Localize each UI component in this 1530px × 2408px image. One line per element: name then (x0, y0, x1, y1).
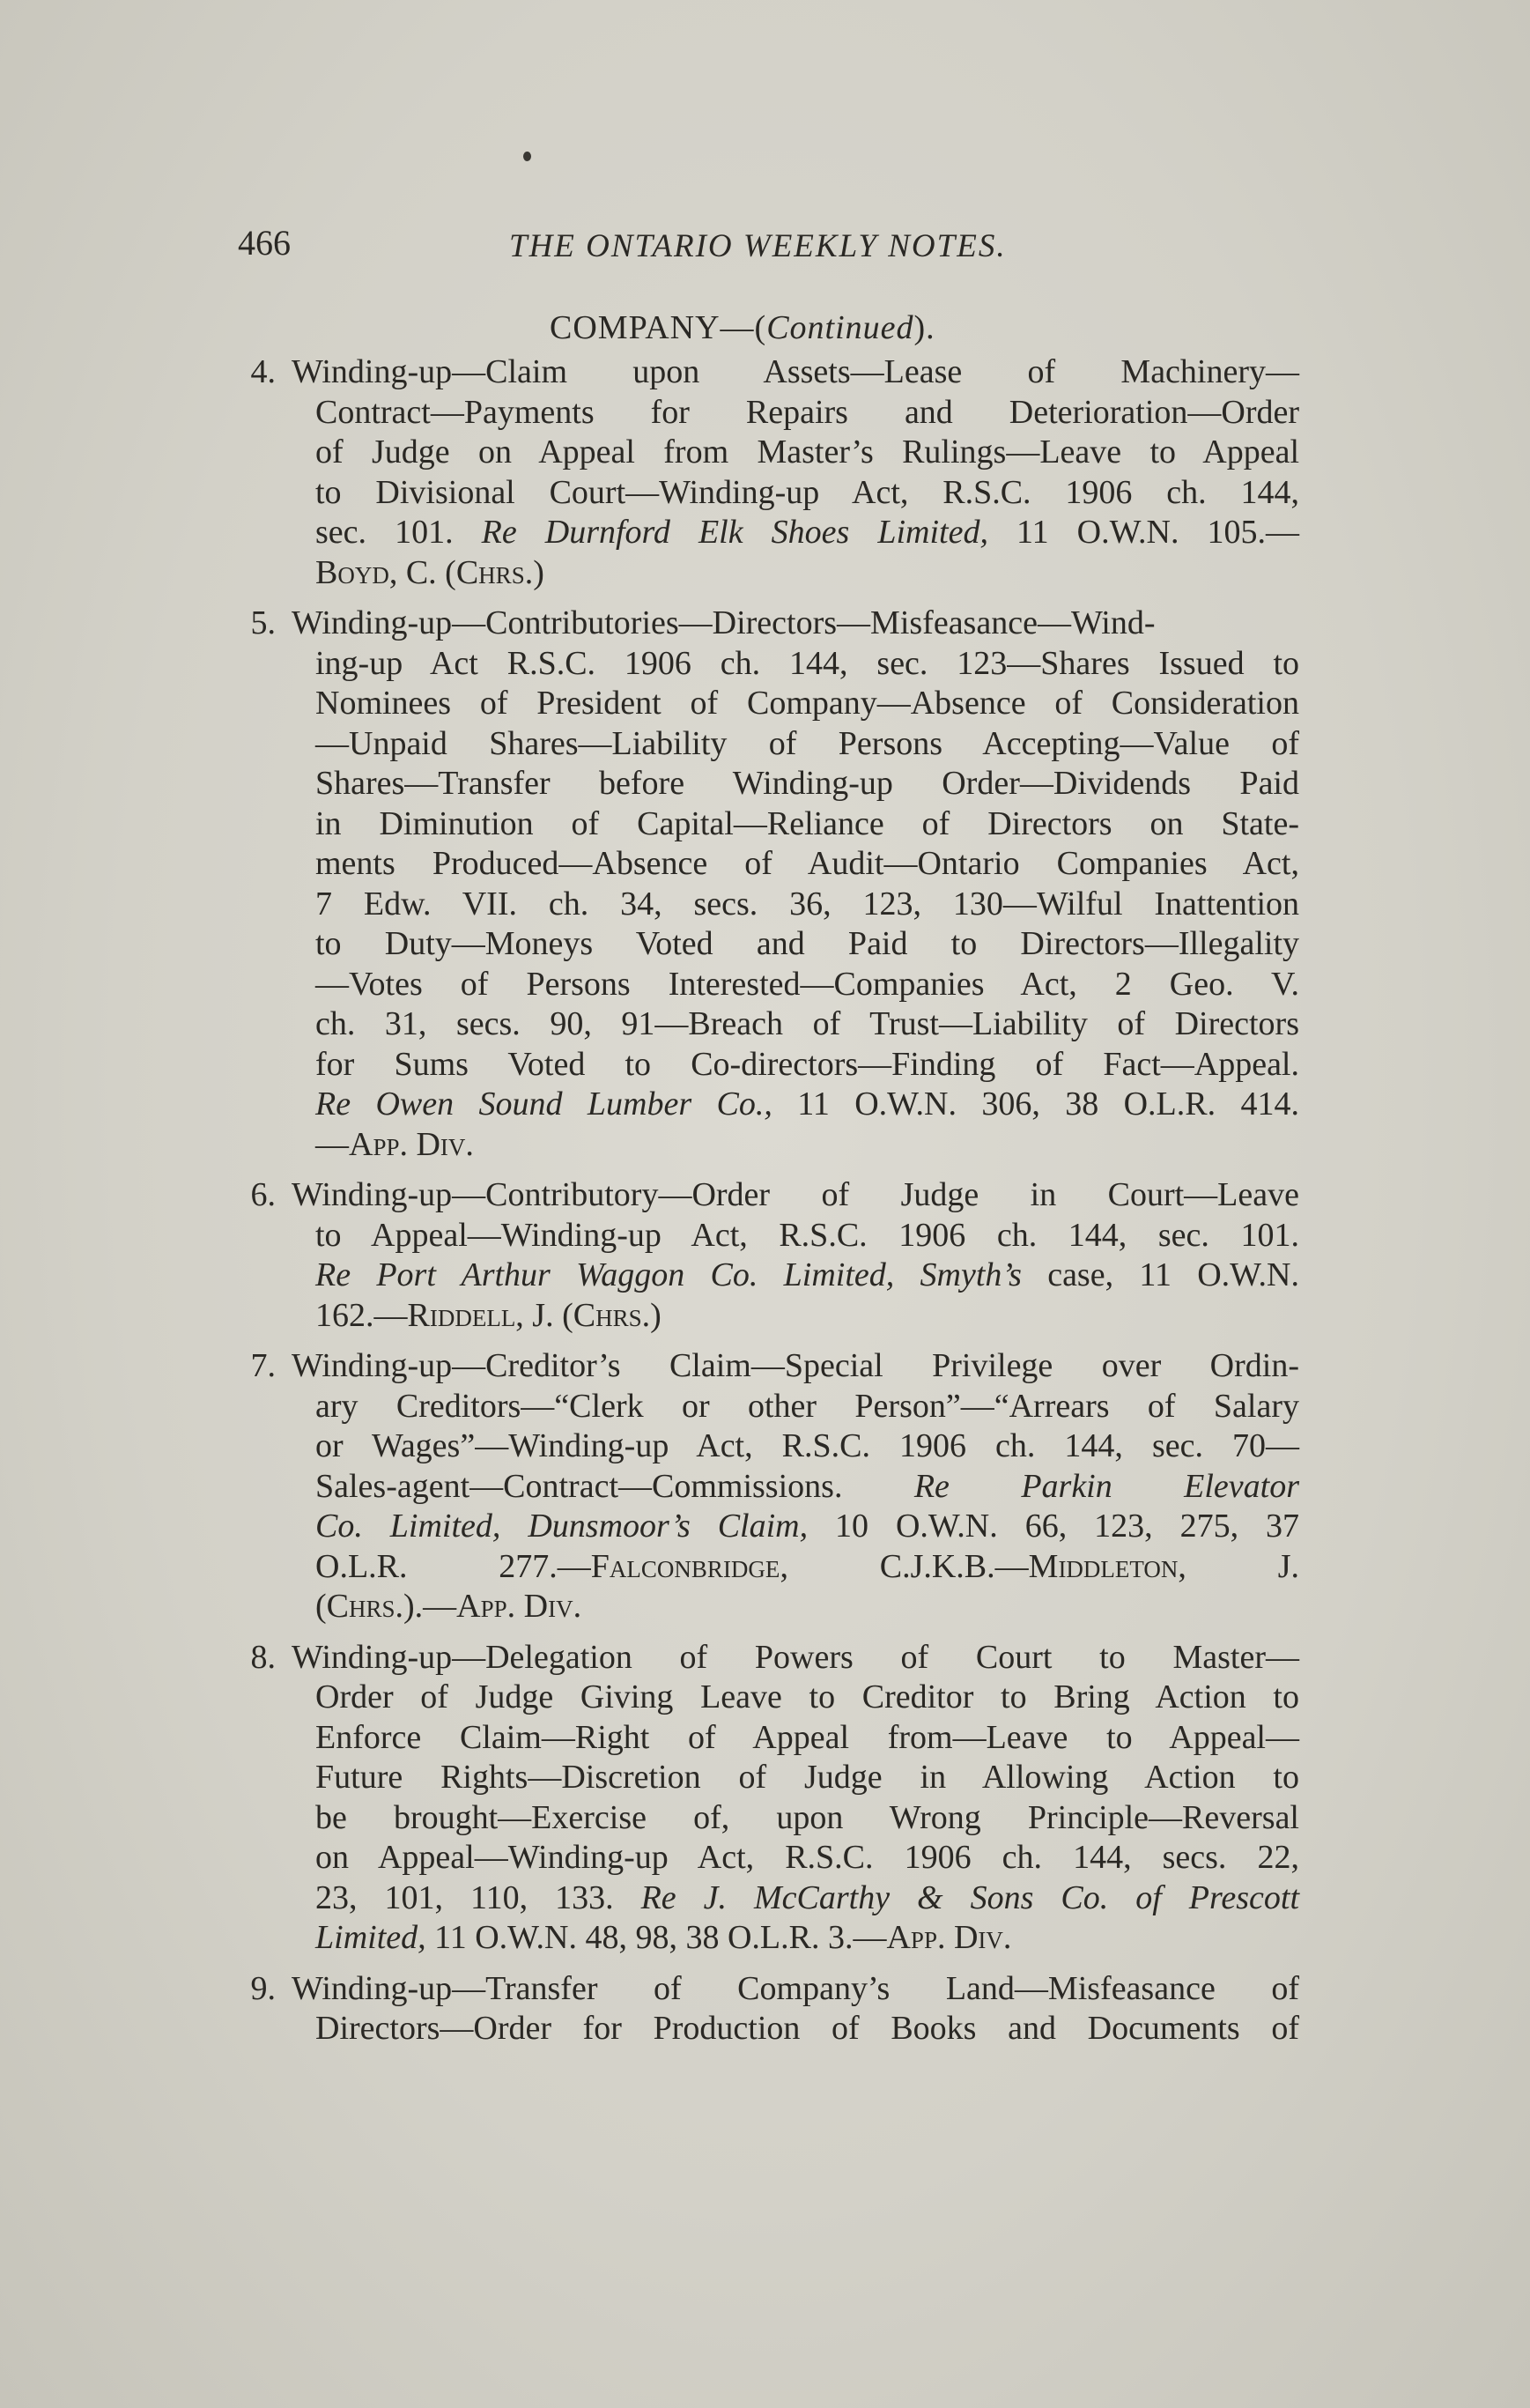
page-number: 466 (238, 223, 291, 263)
entry-line: Re Owen Sound Lumber Co., 11 O.W.N. 306, 38 O.L.R. 414. (315, 1085, 1299, 1122)
entry-line: —Unpaid Shares—Liability of Persons Accepting—Value of (315, 724, 1299, 762)
entry-number: 8. (250, 1638, 276, 1676)
entry-line: Limited, 11 O.W.N. 48, 98, 38 O.L.R. 3.—App. Div. (315, 1919, 1012, 1956)
entry-line: Co. Limited, Dunsmoor’s Claim, 10 O.W.N. 66, 123, 275, 37 (315, 1508, 1300, 1545)
digest-entry-5 (225, 604, 1299, 1165)
case-name: Re Parkin Elevator (913, 1467, 1299, 1505)
entry-line: 23, 101, 110, 133. Re J. McCarthy & Sons Co. of Prescott (315, 1878, 1299, 1916)
entry-line: ments Produced—Absence of Audit—Ontario Companies Act, (315, 845, 1299, 882)
entry-line: ary Creditors—“Clerk or other Person”—“Arrears of Salary (315, 1387, 1299, 1425)
entry-line: Contract—Payments for Repairs and Deterioration—Order (315, 393, 1299, 431)
digest-entry-9 (225, 1969, 1299, 2049)
judge-name: App. Div. (886, 1919, 1012, 1956)
entry-line: Winding-up—Contributories—Directors—Misfeasance—Wind- (292, 604, 1156, 641)
entry-line: Winding-up—Transfer of Company’s Land—Misfeasance of (292, 1969, 1299, 2007)
judge-name: —App. Div. (315, 1125, 474, 1163)
digest-entry-6 (225, 1175, 1299, 1336)
case-name: Re Owen Sound Lumber Co., (315, 1085, 772, 1122)
entry-line: Winding-up—Claim upon Assets—Lease of Machinery— (292, 353, 1299, 390)
entry-line: 162.—Riddell, J. (Chrs.) (315, 1296, 662, 1334)
case-name: Limited, (315, 1919, 426, 1956)
entry-line: Winding-up—Delegation of Powers of Court to Master— (292, 1638, 1299, 1676)
entry-line: of Judge on Appeal from Master’s Rulings—Leave to Appeal (315, 433, 1299, 470)
entry-line: O.L.R. 277.—Falconbridge, C.J.K.B.—Middleton, J. (315, 1547, 1300, 1585)
judge-name: Riddell, J. (Chrs.) (407, 1296, 662, 1334)
entry-line: Winding-up—Contributory—Order of Judge in Court—Leave (292, 1176, 1299, 1213)
entry-line: Order of Judge Giving Leave to Creditor to Bring Action to (315, 1678, 1299, 1715)
entry-line: 7 Edw. VII. ch. 34, secs. 36, 123, 130—Wilful Inattention (315, 885, 1299, 922)
running-head: THE ONTARIO WEEKLY NOTES. (509, 228, 1007, 264)
entry-line: to Divisional Court—Winding-up Act, R.S.C. 1906 ch. 144, (315, 473, 1299, 511)
entry-number: 6. (250, 1176, 276, 1213)
entry-line: Directors—Order for Production of Books and Documents of (315, 2010, 1299, 2047)
case-name: Re Port Arthur Waggon Co. Limited, Smyth’s (315, 1256, 1022, 1293)
judge-name: Middleton (1028, 1547, 1179, 1585)
section-heading: COMPANY—(Continued). (550, 309, 935, 346)
entry-line: on Appeal—Winding-up Act, R.S.C. 1906 ch. 144, secs. 22, (315, 1839, 1299, 1876)
entry-number: 5. (250, 604, 276, 641)
entry-line (225, 1125, 1299, 1166)
entry-line: be brought—Exercise of, upon Wrong Principle—Reversal (315, 1798, 1299, 1836)
entry-line: Re Port Arthur Waggon Co. Limited, Smyth’s case, 11 O.W.N. (315, 1256, 1299, 1293)
digest-entry-4 (225, 352, 1299, 593)
entry-line: ch. 31, secs. 90, 91—Breach of Trust—Liability of Directors (315, 1005, 1299, 1042)
entry-number: 4. (250, 353, 276, 390)
entry-line: or Wages”—Winding-up Act, R.S.C. 1906 ch. 144, sec. 70— (315, 1427, 1299, 1464)
digest-entry-8 (225, 1638, 1299, 1959)
entry-line: Sales-agent—Contract—Commissions. Re Parkin Elevator (315, 1467, 1299, 1505)
entry-line: Shares—Transfer before Winding-up Order—Dividends Paid (315, 765, 1299, 802)
judge-name: Boyd, C. (Chrs.) (315, 553, 544, 591)
judge-name: Falconbridge (590, 1547, 780, 1585)
entry-line: sec. 101. Re Durnford Elk Shoes Limited, 11 O.W.N. 105.— (315, 514, 1299, 551)
case-name: Re Durnford Elk Shoes Limited, (481, 514, 988, 551)
entry-line: Winding-up—Creditor’s Claim—Special Privilege over Ordin- (292, 1347, 1299, 1384)
entry-number: 9. (250, 1969, 276, 2007)
judge-name: (Chrs.).—App. Div. (315, 1588, 582, 1625)
entry-line (225, 553, 1299, 594)
entry-line: Future Rights—Discretion of Judge in Allowing Action to (315, 1759, 1299, 1796)
entry-number: 7. (250, 1347, 276, 1384)
entry-line: —Votes of Persons Interested—Companies Act, 2 Geo. V. (315, 965, 1299, 1003)
case-name: Re J. McCarthy & Sons Co. of Prescott (640, 1878, 1299, 1916)
entry-line: for Sums Voted to Co-directors—Finding of Fact—Appeal. (315, 1045, 1299, 1083)
entry-line: Enforce Claim—Right of Appeal from—Leave to Appeal— (315, 1718, 1299, 1756)
entry-line: Nominees of President of Company—Absence of Consideration (315, 685, 1299, 722)
entry-line: in Diminution of Capital—Reliance of Directors on State- (315, 804, 1299, 842)
entry-line: to Duty—Moneys Voted and Paid to Directors—Illegality (315, 925, 1299, 962)
entry-line: to Appeal—Winding-up Act, R.S.C. 1906 ch. 144, sec. 101. (315, 1216, 1299, 1254)
digest-entry-7 (225, 1346, 1299, 1627)
ink-mark (523, 152, 531, 161)
entry-line (225, 1587, 1299, 1627)
digest-entries (225, 352, 1299, 2060)
case-name: Co. Limited, Dunsmoor’s Claim, (315, 1508, 809, 1545)
entry-line: ing-up Act R.S.C. 1906 ch. 144, sec. 123—Shares Issued to (315, 644, 1299, 682)
